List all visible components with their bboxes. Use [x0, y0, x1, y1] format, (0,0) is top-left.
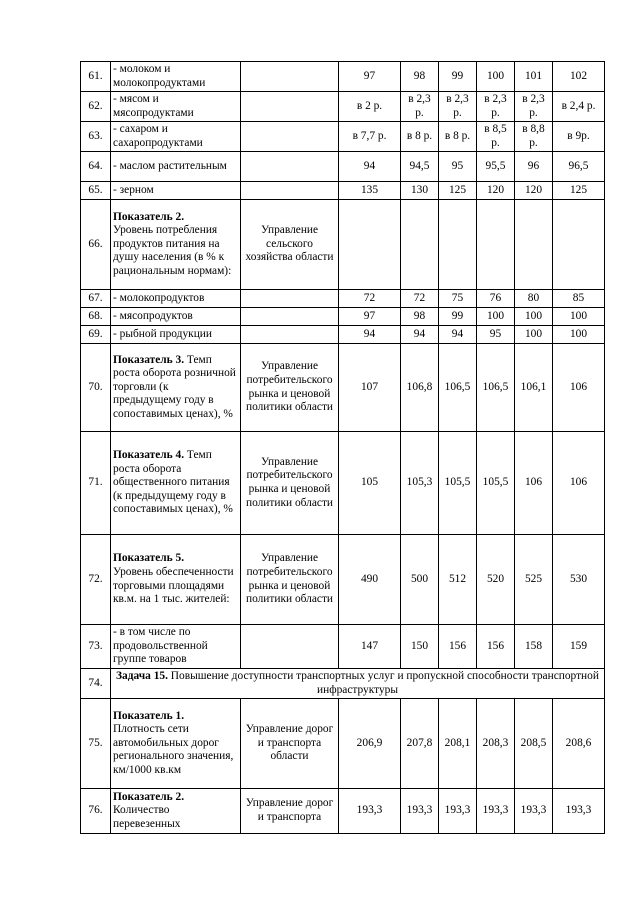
indicator-label: - мясопродуктов: [111, 308, 241, 326]
value-cell: в 9р.: [553, 122, 605, 152]
value-cell: 101: [515, 62, 553, 92]
indicator-heading: Показатель 2.: [113, 210, 185, 223]
value-cell: 158: [515, 625, 553, 669]
indicator-label: - мясом и мясопродуктами: [111, 92, 241, 122]
value-cell: 80: [515, 290, 553, 308]
responsible-body: Управление потребительского рынка и ценовой политики области: [241, 432, 339, 535]
value-cell: [515, 200, 553, 290]
row-number: 62.: [81, 92, 111, 122]
responsible-body: Управление дорог и транспорта: [241, 789, 339, 834]
value-cell: 72: [339, 290, 401, 308]
row-number: 65.: [81, 182, 111, 200]
value-cell: 120: [477, 182, 515, 200]
table-row: [81, 308, 605, 326]
value-cell: 135: [339, 182, 401, 200]
indicator-cell: [111, 200, 241, 290]
value-cell: 525: [515, 535, 553, 625]
indicator-cell: [111, 699, 241, 789]
indicator-label: - сахаром и сахаропродуктами: [111, 122, 241, 152]
responsible-body: [241, 182, 339, 200]
table-row: [81, 122, 605, 152]
task-title: Повышение доступности транспортных услуг и пропускной способности транспортной инфраструктуры: [167, 669, 599, 696]
value-cell: 94: [401, 326, 439, 344]
value-cell: 96,5: [553, 152, 605, 182]
responsible-body: Управление сельского хозяйства области: [241, 200, 339, 290]
value-cell: в 2,3 р.: [439, 92, 477, 122]
value-cell: 96: [515, 152, 553, 182]
row-number: 72.: [81, 535, 111, 625]
value-cell: в 2,3 р.: [477, 92, 515, 122]
indicator-label: - молоком и молокопродуктами: [111, 62, 241, 92]
value-cell: 72: [401, 290, 439, 308]
value-cell: 100: [477, 62, 515, 92]
table-row: [81, 789, 605, 834]
value-cell: 105,3: [401, 432, 439, 535]
row-number: 68.: [81, 308, 111, 326]
value-cell: 193,3: [515, 789, 553, 834]
indicator-cell: [111, 535, 241, 625]
value-cell: 75: [439, 290, 477, 308]
row-number: 69.: [81, 326, 111, 344]
value-cell: 85: [553, 290, 605, 308]
value-cell: 100: [553, 308, 605, 326]
responsible-body: Управление дорог и транспорта области: [241, 699, 339, 789]
value-cell: 208,5: [515, 699, 553, 789]
value-cell: 106,8: [401, 344, 439, 432]
value-cell: 102: [553, 62, 605, 92]
row-number: 67.: [81, 290, 111, 308]
row-number: 70.: [81, 344, 111, 432]
indicator-heading: Показатель 2.: [113, 790, 185, 803]
row-number: 73.: [81, 625, 111, 669]
value-cell: 193,3: [553, 789, 605, 834]
table-row: [81, 62, 605, 92]
table-row: [81, 92, 605, 122]
value-cell: в 8 р.: [401, 122, 439, 152]
value-cell: 76: [477, 290, 515, 308]
row-number: 61.: [81, 62, 111, 92]
table-row: [81, 290, 605, 308]
value-cell: 100: [515, 326, 553, 344]
value-cell: 193,3: [339, 789, 401, 834]
table-row: [81, 200, 605, 290]
value-cell: 105: [339, 432, 401, 535]
row-number: 76.: [81, 789, 111, 834]
value-cell: 206,9: [339, 699, 401, 789]
value-cell: 207,8: [401, 699, 439, 789]
row-number: 64.: [81, 152, 111, 182]
value-cell: 147: [339, 625, 401, 669]
value-cell: 105,5: [439, 432, 477, 535]
task-heading: Задача 15.: [116, 669, 168, 682]
value-cell: 99: [439, 308, 477, 326]
responsible-body: [241, 152, 339, 182]
responsible-body: [241, 290, 339, 308]
indicator-label: Количество перевезенных: [113, 804, 181, 830]
value-cell: 106: [515, 432, 553, 535]
indicator-heading: Показатель 5.: [113, 552, 185, 565]
indicator-label: - в том числе по продовольственной группе товаров: [111, 625, 241, 669]
value-cell: 95: [439, 152, 477, 182]
value-cell: 156: [439, 625, 477, 669]
indicator-label: Темп роста оборота общественного питания (к предыдущему году в сопоставимых ценах), %: [113, 449, 233, 516]
value-cell: в 2,3 р.: [401, 92, 439, 122]
indicator-label: Темп роста оборота розничной торговли (к предыдущему году в сопоставимых ценах), %: [113, 353, 236, 420]
value-cell: 100: [477, 308, 515, 326]
responsible-body: Управление потребительского рынка и ценовой политики области: [241, 344, 339, 432]
value-cell: 125: [553, 182, 605, 200]
value-cell: 107: [339, 344, 401, 432]
indicator-label: - зерном: [111, 182, 241, 200]
indicator-cell: [111, 432, 241, 535]
table-body: [81, 62, 605, 834]
indicator-label: - молокопродуктов: [111, 290, 241, 308]
value-cell: 150: [401, 625, 439, 669]
value-cell: 156: [477, 625, 515, 669]
value-cell: 208,1: [439, 699, 477, 789]
value-cell: 125: [439, 182, 477, 200]
table-row: [81, 432, 605, 535]
value-cell: 97: [339, 62, 401, 92]
row-number: 63.: [81, 122, 111, 152]
row-number: 75.: [81, 699, 111, 789]
indicator-label: - маслом растительным: [111, 152, 241, 182]
indicator-label: Уровень потребления продуктов питания на душу населения (в % к рациональным нормам):: [113, 224, 232, 277]
table-row: [81, 344, 605, 432]
value-cell: в 2,4 р.: [553, 92, 605, 122]
value-cell: 105,5: [477, 432, 515, 535]
table-row: [81, 182, 605, 200]
value-cell: 193,3: [477, 789, 515, 834]
value-cell: в 8 р.: [439, 122, 477, 152]
value-cell: 94,5: [401, 152, 439, 182]
value-cell: [339, 200, 401, 290]
value-cell: в 8,8 р.: [515, 122, 553, 152]
value-cell: 97: [339, 308, 401, 326]
responsible-body: [241, 62, 339, 92]
table-row: [81, 326, 605, 344]
value-cell: [439, 200, 477, 290]
value-cell: в 2 р.: [339, 92, 401, 122]
value-cell: 98: [401, 308, 439, 326]
value-cell: 100: [553, 326, 605, 344]
value-cell: в 2,3 р.: [515, 92, 553, 122]
value-cell: 193,3: [401, 789, 439, 834]
value-cell: 530: [553, 535, 605, 625]
value-cell: 94: [339, 326, 401, 344]
indicators-table: [80, 61, 605, 834]
value-cell: 208,6: [553, 699, 605, 789]
value-cell: [477, 200, 515, 290]
value-cell: 106,5: [477, 344, 515, 432]
responsible-body: [241, 326, 339, 344]
table-row: [81, 152, 605, 182]
value-cell: 120: [515, 182, 553, 200]
task-title-cell: [111, 669, 605, 699]
indicator-cell: [111, 789, 241, 834]
value-cell: 500: [401, 535, 439, 625]
indicator-heading: Показатель 4.: [113, 449, 185, 462]
responsible-body: [241, 92, 339, 122]
value-cell: 106,5: [439, 344, 477, 432]
value-cell: 193,3: [439, 789, 477, 834]
value-cell: 94: [339, 152, 401, 182]
value-cell: 159: [553, 625, 605, 669]
value-cell: 106,1: [515, 344, 553, 432]
value-cell: [401, 200, 439, 290]
value-cell: в 7,7 р.: [339, 122, 401, 152]
value-cell: в 8,5 р.: [477, 122, 515, 152]
indicator-label: Уровень обеспеченности торговыми площадями кв.м. на 1 тыс. жителей:: [113, 565, 234, 606]
value-cell: 95: [477, 326, 515, 344]
value-cell: 95,5: [477, 152, 515, 182]
task-row: [81, 669, 605, 699]
value-cell: 106: [553, 432, 605, 535]
value-cell: 490: [339, 535, 401, 625]
indicator-cell: [111, 344, 241, 432]
value-cell: 94: [439, 326, 477, 344]
table-row: [81, 699, 605, 789]
responsible-body: [241, 625, 339, 669]
value-cell: 100: [515, 308, 553, 326]
value-cell: 99: [439, 62, 477, 92]
table-row: [81, 625, 605, 669]
indicator-heading: Показатель 1.: [113, 709, 185, 722]
responsible-body: [241, 122, 339, 152]
indicator-label: - рыбной продукции: [111, 326, 241, 344]
value-cell: 106: [553, 344, 605, 432]
value-cell: 520: [477, 535, 515, 625]
value-cell: [553, 200, 605, 290]
value-cell: 512: [439, 535, 477, 625]
indicator-label: Плотность сети автомобильных дорог регионального значения, км/1000 кв.км: [113, 723, 234, 776]
responsible-body: [241, 308, 339, 326]
row-number: 71.: [81, 432, 111, 535]
table-row: [81, 535, 605, 625]
value-cell: 208,3: [477, 699, 515, 789]
responsible-body: Управление потребительского рынка и ценовой политики области: [241, 535, 339, 625]
indicator-heading: Показатель 3.: [113, 353, 185, 366]
row-number: 74.: [81, 669, 111, 699]
value-cell: 130: [401, 182, 439, 200]
value-cell: 98: [401, 62, 439, 92]
row-number: 66.: [81, 200, 111, 290]
